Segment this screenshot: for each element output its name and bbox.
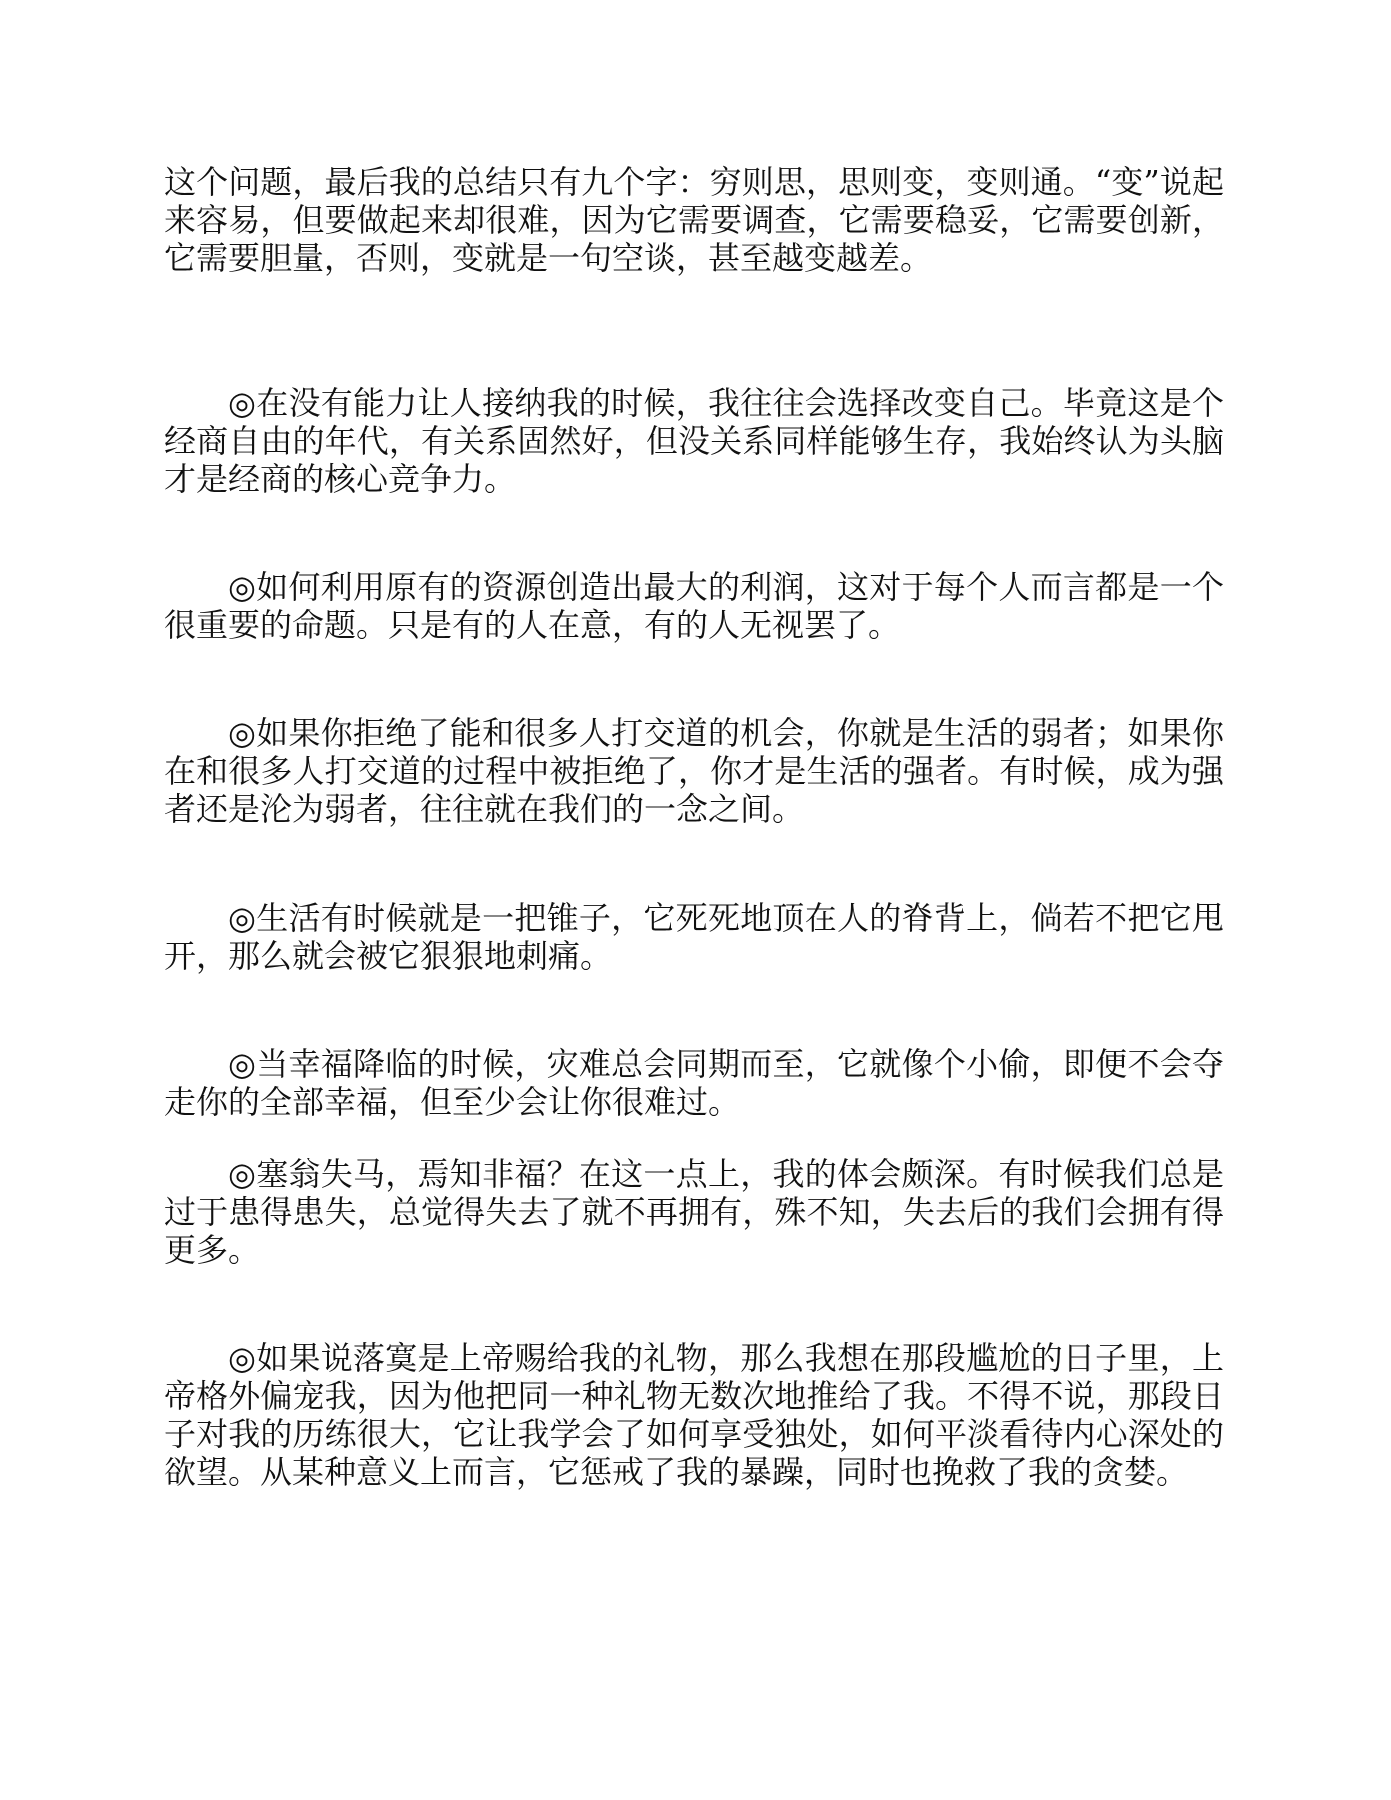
paragraph-4: ◎如果你拒绝了能和很多人打交道的机会，你就是生活的弱者；如果你在和很多人打交道的过程中被拒绝了，你才是生活的强者。有时候，成为强者还是沦为弱者，往往就在我们的一念之间。 (164, 714, 1224, 828)
paragraph-7: ◎塞翁失马，焉知非福？在这一点上，我的体会颇深。有时候我们总是过于患得患失，总觉得失去了就不再拥有，殊不知，失去后的我们会拥有得更多。 (164, 1155, 1224, 1269)
paragraph-3: ◎如何利用原有的资源创造出最大的利润，这对于每个人而言都是一个很重要的命题。只是有的人在意，有的人无视罢了。 (164, 568, 1224, 644)
paragraph-1: 这个问题，最后我的总结只有九个字：穷则思，思则变，变则通。“变”说起来容易，但要做起来却很难，因为它需要调查，它需要稳妥，它需要创新，它需要胆量，否则，变就是一句空谈，甚至越变越差。 (164, 163, 1224, 277)
paragraph-6: ◎当幸福降临的时候，灾难总会同期而至，它就像个小偷，即便不会夺走你的全部幸福，但至少会让你很难过。 (164, 1045, 1224, 1121)
paragraph-2: ◎在没有能力让人接纳我的时候，我往往会选择改变自己。毕竟这是个经商自由的年代，有关系固然好，但没关系同样能够生存，我始终认为头脑才是经商的核心竞争力。 (164, 384, 1224, 498)
paragraph-5: ◎生活有时候就是一把锥子，它死死地顶在人的脊背上，倘若不把它甩开，那么就会被它狠狠地刺痛。 (164, 899, 1224, 975)
paragraph-8: ◎如果说落寞是上帝赐给我的礼物，那么我想在那段尴尬的日子里，上帝格外偏宠我，因为他把同一种礼物无数次地推给了我。不得不说，那段日子对我的历练很大，它让我学会了如何享受独处，如何平淡看待内心深处的欲望。从某种意义上而言，它惩戒了我的暴躁，同时也挽救了我的贪婪。 (164, 1339, 1224, 1491)
